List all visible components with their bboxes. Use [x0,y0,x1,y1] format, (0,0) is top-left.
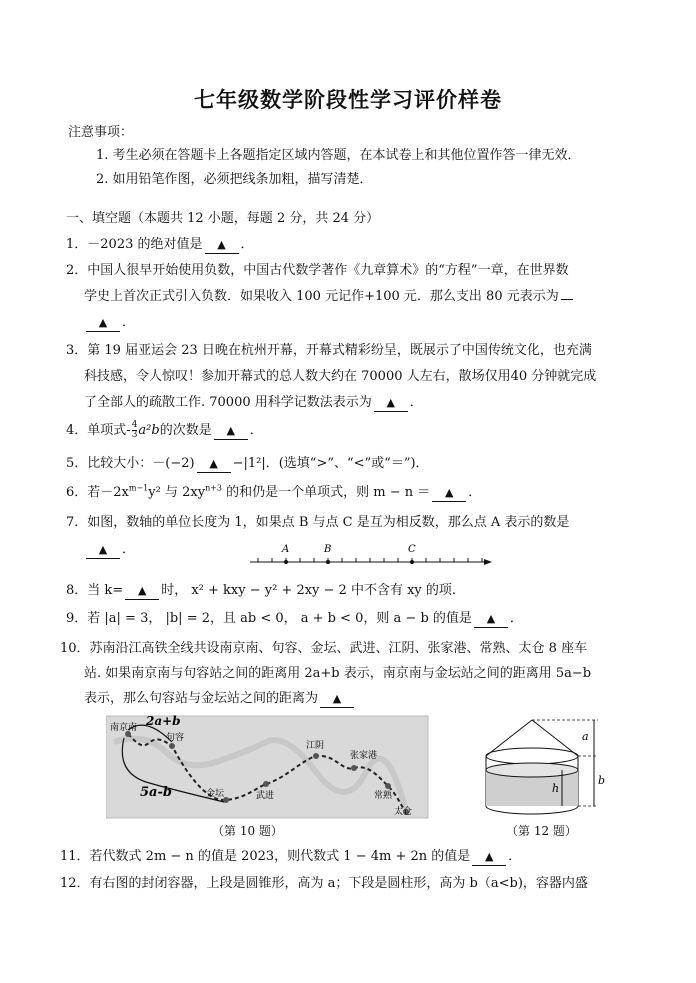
question-text: −|1²| [232,456,266,471]
question-10-line-3 [84,690,356,708]
question-text: 若代数式 2m − n 的值是 2023，则代数式 1 − 4m + 2n 的值是 [89,849,471,864]
question-text: 中国人很早开始使用负数，中国古代数学著作《九章算术》的“方程”一章，在世界数 [87,263,569,278]
question-end: ． [409,395,423,410]
answer-blank[interactable]: ▲ [86,542,120,559]
station-nanjingnan: 南京南 [110,723,138,733]
answer-blank[interactable]: ▲ [474,611,508,628]
question-text: 若 |a| = 3， |b| = 2，且 ab < 0， a + b < 0，则 a − b 的值是 [87,611,472,626]
label-c: C [408,544,416,555]
question-end: ． [509,611,523,626]
question-8 [66,582,456,600]
question-4 [66,421,263,440]
notice-item-1: 1. 考生必须在答题卡上各题指定区域内答题，在本试卷上和其他位置作答一律无效． [96,148,581,163]
page-title: 七年级数学阶段性学习评价样卷 [194,87,502,112]
question-text: 如图，数轴的单位长度为 1，如果点 B 与点 C 是互为相反数，那么点 A 表示的数是 [87,515,570,530]
monomial-variables: a²b [138,423,160,438]
question-text: 当 k= [87,583,124,598]
question-number: 4． [66,423,88,438]
figure-10-caption: （第 10 题） [212,824,283,838]
question-6 [66,484,481,502]
railway-map-figure [106,712,430,820]
question-text: 若－2x [87,485,129,500]
question-end: ． [240,237,254,252]
fraction [132,421,138,440]
label-h: h [552,782,560,795]
question-text: 的和仍是一个单项式，则 m − n ＝ [222,485,431,500]
question-2-line-3 [84,314,135,332]
label-a: a [582,730,589,743]
section-heading: 一、填空题（本题共 12 小题，每题 2 分，共 24 分） [66,211,380,226]
question-text: 有右图的封闭容器，上段是圆锥形，高为 a；下段是圆柱形，高为 b（a<b)，容器内盛 [89,876,588,891]
map-background [106,716,428,818]
question-text: 了全部人的疏散工作. 70000 用科学记数法表示为 [84,395,372,410]
question-number: 9． [66,611,88,626]
cylinder-bottom [486,806,578,814]
question-11 [60,848,521,866]
number-line-arrow [484,559,492,565]
cone-right-edge [532,720,578,756]
question-number: 5． [66,456,88,471]
question-number: 3． [66,343,88,358]
question-text: 时， x² + kxy − y² + 2xy − 2 中不含有 xy 的项. [161,583,457,598]
question-3-line-1 [66,342,592,360]
figure-12-caption: （第 12 题） [506,824,577,838]
station-jiangyin-dot [313,753,319,759]
question-number: 2． [66,263,88,278]
question-9 [66,610,523,628]
question-7-line-2 [84,541,135,559]
question-2-line-1 [66,262,569,280]
question-10-line-2: 站. 如果南京南与句容站之间的距离用 2a+b 表示，南京南与金坛站之间的距离用 5a−b [84,666,592,681]
answer-blank[interactable]: ▲ [472,849,506,866]
number-line-figure [244,540,496,572]
station-jurong-dot [169,743,175,749]
point-c [410,560,414,564]
point-a [284,560,288,564]
question-text: 第 19 届亚运会 23 日晚在杭州开幕，开幕式精彩纷呈，既展示了中国传统文化，也充满 [87,343,592,358]
station-jiangyin: 江阴 [306,741,325,751]
notice-heading: 注意事项： [68,125,134,140]
question-end: ． [468,485,482,500]
question-number: 1． [66,237,88,252]
question-text: ．(选填“>”、“<”或“＝”)． [265,456,429,471]
question-3-line-2: 科技感，令人惊叹！参加开幕式的总人数大约在 70000 人左右，散场仅用40 分钟就完成 [84,369,597,384]
question-number: 8． [66,583,88,598]
answer-blank-start [561,299,573,300]
station-jurong: 句容 [166,733,185,743]
question-text: 的次数是 [159,423,212,438]
question-text: 单项式- [87,423,131,438]
question-text: 表示，那么句容站与金坛站之间的距离为 [84,691,319,706]
answer-blank[interactable]: ▲ [374,395,408,412]
question-5 [66,455,429,473]
station-changshu-dot [385,783,391,789]
cylinder-top [486,748,578,764]
station-taicang: 太仓 [394,807,413,817]
question-1 [66,236,254,254]
answer-blank[interactable]: ▲ [320,691,354,708]
answer-blank[interactable]: ▲ [125,583,159,600]
label-5a-minus-b: 5a-b [140,785,172,800]
question-number: 10． [60,641,90,656]
question-text: 学史上首次正式引入负数．如果收入 100 元记作+100 元．那么支出 80 元表示为 [84,289,559,304]
question-text: 比较大小：－(−2) [87,456,195,471]
station-wujin-dot [263,781,269,787]
question-12 [60,875,588,893]
answer-blank[interactable]: ▲ [205,237,239,254]
question-end: ． [508,849,522,864]
question-number: 6． [66,485,88,500]
cone-left-edge [486,720,532,756]
question-7-line-1 [66,514,569,532]
answer-blank[interactable]: ▲ [432,485,466,502]
exponent: n+3 [205,483,223,493]
question-2-line-2 [84,288,575,306]
label-2a-plus-b: 2a+b [146,714,181,728]
question-10-line-1 [60,640,587,658]
station-jintan: 金坛 [206,789,225,799]
liquid-surface [486,763,578,777]
station-zhangjiagang-dot [351,765,357,771]
container-figure [478,712,610,820]
question-3-line-3 [84,394,423,412]
label-a: A [282,544,290,555]
question-text: y² 与 2xy [148,485,206,500]
question-end: ． [122,315,136,330]
question-number: 11． [60,849,90,864]
label-b: B [324,544,332,555]
question-text: 苏南沿江高铁全线共设南京南、句容、金坛、武进、江阴、张家港、常熟、太仓 8 座车 [89,641,588,656]
point-b [326,560,330,564]
number-line-ticks [258,558,482,562]
answer-blank[interactable]: ▲ [214,423,248,440]
station-changshu: 常熟 [374,791,393,801]
station-zhangjiagang: 张家港 [350,751,378,761]
notice-item-2: 2. 如用铅笔作图，必须把线条加粗，描写清楚． [96,172,373,187]
fraction-denominator: 3 [131,430,138,440]
label-b: b [598,774,606,787]
question-end: ． [249,423,263,438]
question-number: 7． [66,515,88,530]
fraction-numerator: 4 [131,420,138,430]
question-end: ． [122,542,136,557]
question-text: －2023 的绝对值是 [87,237,203,252]
exponent: m−1 [128,483,149,493]
answer-blank[interactable]: ▲ [86,315,120,332]
question-number: 12． [60,876,90,891]
answer-blank[interactable]: ▲ [197,456,231,473]
station-wujin: 武进 [256,791,275,801]
